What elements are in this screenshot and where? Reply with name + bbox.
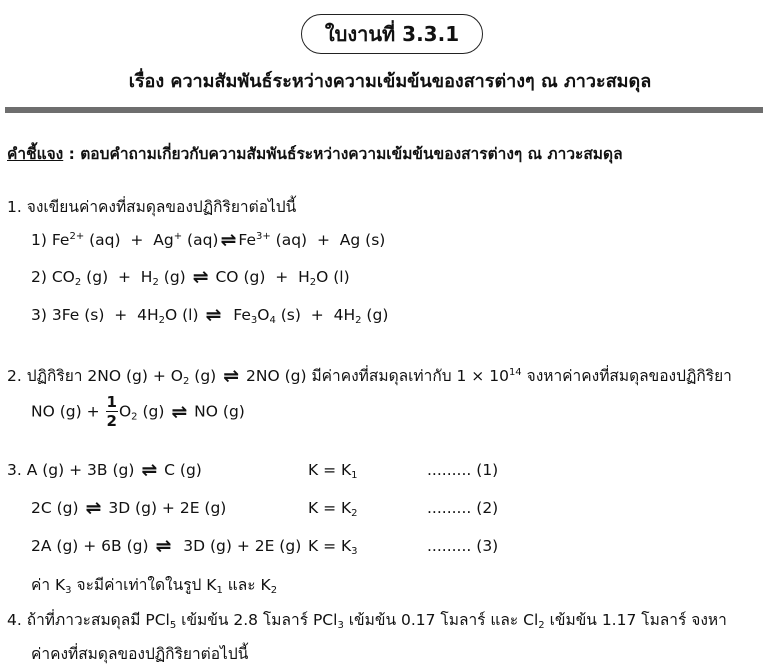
question-3-equation-2: 2C (g) ⇌ 3D (g) + 2E (g): [31, 497, 227, 519]
instruction-label: คำชี้แจง: [7, 145, 64, 163]
question-2-line-2: NO (g) + $\frac{1}{2}$ $O_2$ (g) ⇌ NO (g): [31, 393, 245, 430]
instruction-text: ตอบคำถามเกี่ยวกับความสัมพันธ์ระหว่างความเข้มข้นของสารต่างๆ ณ ภาวะสมดุล: [80, 145, 623, 163]
question-1-prompt: 1. จงเขียนค่าคงที่สมดุลของปฏิกิริยาต่อไปนี้: [7, 198, 297, 216]
equilibrium-arrow-icon: ⇌: [155, 535, 172, 557]
question-3-equation-3: 2A (g) + 6B (g) ⇌ 3D (g) + 2E (g): [31, 535, 302, 557]
question-1-reaction-3: 3) 3Fe $(s) + 4H_2O$ (l) ⇌ $Fe_3O_4$ $(s) + 4H_2$ (g): [31, 304, 389, 326]
worksheet-subtitle: เรื่อง ความสัมพันธ์ระหว่างความเข้มข้นของสารต่างๆ ณ ภาวะสมดุล: [128, 71, 652, 92]
question-3-equation-1: 3. A (g) + 3B (g) ⇌ C (g): [7, 459, 202, 481]
equilibrium-arrow-icon: ⇌: [171, 400, 188, 423]
half-fraction: $\frac{1}{2}$: [106, 393, 117, 430]
question-4-line-1: 4. ถ้าที่ภาวะสมดุลมี PCl$_5$ เข้มข้น 2.8 โมลาร์ PCl$_3$ เข้มข้น 0.17 โมลาร์ และ $Cl_2$ เข้มข้น 1.17 โมลาร์ จงหา: [7, 611, 727, 631]
question-3-ask: ค่า $K_3$ จะมีค่าเท่าใดในรูป $K_1$ และ $K_2$: [31, 576, 278, 596]
question-3-k2: $K = K_2$: [308, 499, 358, 519]
equilibrium-arrow-icon: ⇌: [223, 365, 240, 387]
equilibrium-arrow-icon: ⇌: [205, 304, 222, 326]
equilibrium-arrow-icon: ⇌: [141, 459, 158, 481]
question-4-line-2: ค่าคงที่สมดุลของปฏิกิริยาต่อไปนี้: [31, 645, 249, 663]
equilibrium-arrow-icon: ⇌: [220, 229, 237, 251]
question-3-k3: $K = K_3$: [308, 537, 358, 557]
question-2-line-1: 2. ปฏิกิริยา 2NO $(g) + O_2$ (g) ⇌ 2NO (g) มีค่าคงที่สมดุลเท่ากับ $1 \times 10^{14}$ จงหาค่าคงที่สมดุลของปฏิกิริยา: [7, 365, 732, 387]
question-3-ref-3: ......... (3): [427, 537, 499, 555]
question-3-k1: $K = K_1$: [308, 461, 358, 481]
header-divider: [5, 107, 763, 113]
question-1-reaction-1: 1) $Fe^{2+}$ (aq) + Ag+ (aq) ⇌ $Fe^{3+}$ (aq) + Ag (s): [31, 229, 386, 251]
equilibrium-arrow-icon: ⇌: [85, 497, 102, 519]
equilibrium-arrow-icon: ⇌: [192, 266, 209, 288]
question-3-ref-1: ......... (1): [427, 461, 499, 479]
question-1-reaction-2: 2) $CO_2$ $(g) + H_2$ (g) ⇌ CO $(g) + H_2O$ (l): [31, 266, 350, 288]
worksheet-title: ใบงานที่ 3.3.1: [301, 14, 483, 54]
instruction: คำชี้แจง : ตอบคำถามเกี่ยวกับความสัมพันธ์ระหว่างความเข้มข้นของสารต่างๆ ณ ภาวะสมดุล: [7, 145, 623, 163]
question-3-ref-2: ......... (2): [427, 499, 499, 517]
